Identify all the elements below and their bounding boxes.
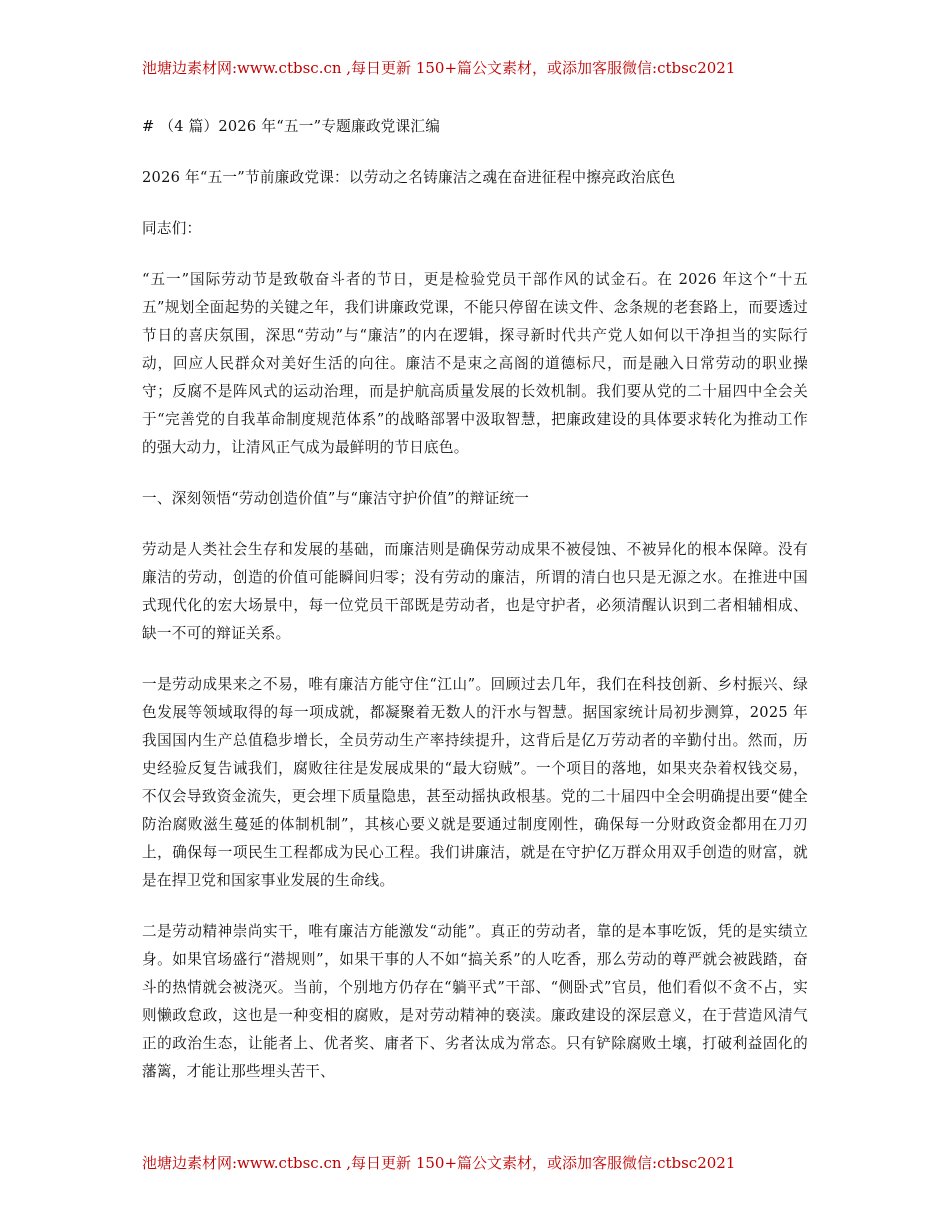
page-footer-watermark: 池塘边素材网:www.ctbsc.cn ,每日更新 150+篇公文素材，或添加客服微信:ctbsc2021 [142, 1154, 736, 1172]
body-paragraph: 一是劳动成果来之不易，唯有廉洁方能守住“江山”。回顾过去几年，我们在科技创新、乡村振兴、绿色发展等领域取得的每一项成就，都凝聚着无数人的汗水与智慧。据国家统计局初步测算，2025 年我国国内生产总值稳步增长，全员劳动生产率持续提升，这背后是亿万劳动者的辛勤付出。然而，历史经验反复告诫我们，腐败往往是发展成果的“最大窃贼”。一个项目的落地，如果夹杂着权钱交易，不仅会导致资金流失，更会埋下质量隐患，甚至动摇执政根基。党的二十届四中全会明确提出要“健全防治腐败滋生蔓延的体制机制”，其核心要义就是要通过制度刚性，确保每一分财政资金都用在刀刃上，确保每一项民生工程都成为民心工程。我们讲廉洁，就是在守护亿万群众用双手创造的财富，就是在捍卫党和国家事业发展的生命线。 [142, 676, 808, 889]
collection-title: # （4 篇）2026 年“五一”专题廉政党课汇编 [142, 118, 441, 135]
section-heading: 一、深刻领悟“劳动创造价值”与“廉洁守护价值”的辩证统一 [142, 490, 530, 507]
body-paragraph: 二是劳动精神崇尚实干，唯有廉洁方能激发“动能”。真正的劳动者，靠的是本事吃饭，凭的是实绩立身。如果官场盛行“潜规则”，如果干事的人不如“搞关系”的人吃香，那么劳动的尊严就会被践踏，奋斗的热情就会被浇灭。当前，个别地方仍存在“躺平式”干部、“侧卧式”官员，他们看似不贪不占，实则懒政怠政，这也是一种变相的腐败，是对劳动精神的亵渎。廉政建设的深层意义，在于营造风清气正的政治生态，让能者上、优者奖、庸者下、劣者汰成为常态。只有铲除腐败土壤，打破利益固化的藩篱，才能让那些埋头苦干、 [142, 923, 808, 1080]
document-body [142, 113, 808, 1109]
salutation: 同志们： [142, 220, 202, 237]
page-header-watermark: 池塘边素材网:www.ctbsc.cn ,每日更新 150+篇公文素材，或添加客服微信:ctbsc2021 [142, 59, 736, 77]
body-paragraph: “五一”国际劳动节是致敬奋斗者的节日，更是检验党员干部作风的试金石。在 2026 年这个“十五五”规划全面起势的关键之年，我们讲廉政党课，不能只停留在读文件、念条规的老套路上，而要透过节日的喜庆氛围，深思“劳动”与“廉洁”的内在逻辑，探寻新时代共产党人如何以干净担当的实际行动，回应人民群众对美好生活的向往。廉洁不是束之高阁的道德标尺，而是融入日常劳动的职业操守；反腐不是阵风式的运动治理，而是护航高质量发展的长效机制。我们要从党的二十届四中全会关于“完善党的自我革命制度规范体系”的战略部署中汲取智慧，把廉政建设的具体要求转化为推动工作的强大动力，让清风正气成为最鲜明的节日底色。 [142, 271, 808, 456]
lesson-title: 2026 年“五一”节前廉政党课：以劳动之名铸廉洁之魂在奋进征程中擦亮政治底色 [142, 169, 676, 186]
body-paragraph: 劳动是人类社会生存和发展的基础，而廉洁则是确保劳动成果不被侵蚀、不被异化的根本保障。没有廉洁的劳动，创造的价值可能瞬间归零；没有劳动的廉洁，所谓的清白也只是无源之水。在推进中国式现代化的宏大场景中，每一位党员干部既是劳动者，也是守护者，必须清醒认识到二者相辅相成、缺一不可的辩证关系。 [142, 541, 808, 642]
